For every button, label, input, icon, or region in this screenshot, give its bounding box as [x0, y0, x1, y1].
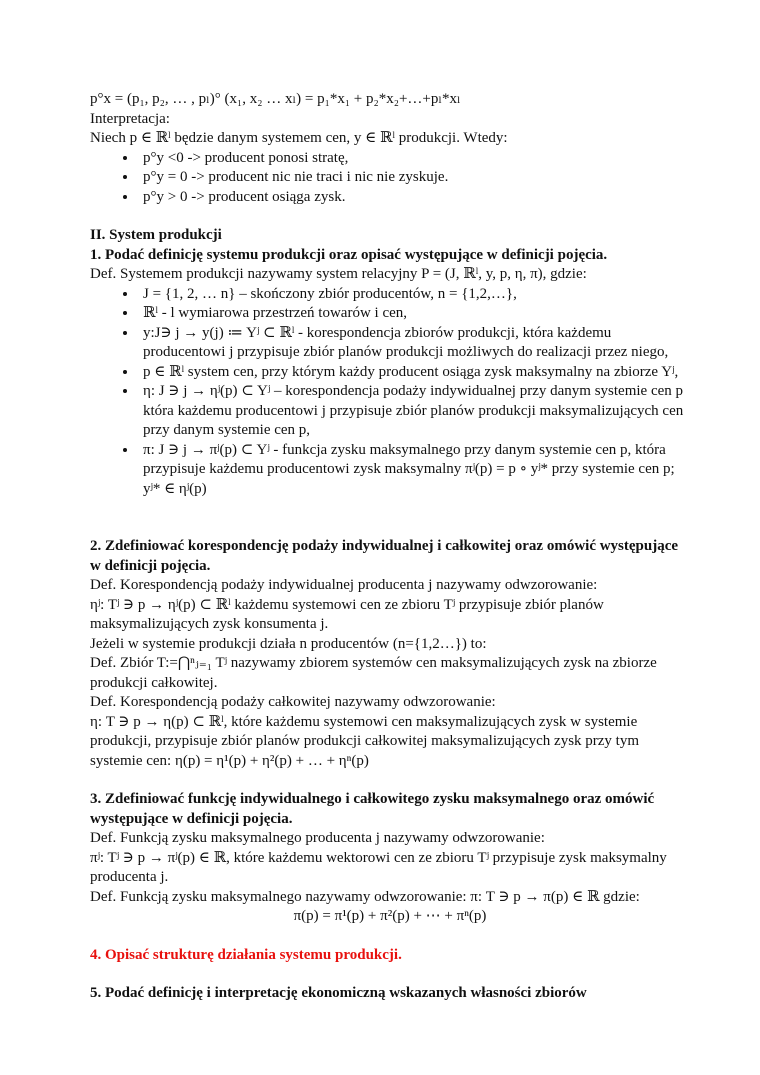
list-item: • p°y <0 -> producent ponosi stratę,	[138, 149, 690, 169]
question-2-line: Jeżeli w systemie produkcji działa n producentów (n={1,2…}) to:	[90, 635, 487, 652]
list-item: • η: J ∋ j → ηʲ(p) ⊂ Yʲ – korespondencja podaży indywidualnej przy danym systemie cen p która każdemu producentowi j przypisuje zbiór planów produkcji maksymalizujących cen przy danym systemie cen p,	[138, 382, 690, 441]
question-3-line: πʲ: Tʲ ∋ p → πʲ(p) ∈ ℝ, które każdemu wektorowi cen ze zbioru Tʲ przypisuje zysk maksymalny producenta j.	[90, 849, 667, 885]
question-2-title: 2. Zdefiniować korespondencję podaży indywidualnej i całkowitej oraz omówić występujące w definicji pojęcia.	[90, 538, 679, 574]
list-item: • π: J ∋ j → πʲ(p) ⊂ Yʲ - funkcja zysku maksymalnego przy danym systemie cen p, która przypisuje każdemu producentowi zysk maksymalny πʲ(p) = p ∘ yʲ* przy systemie cen p; yʲ* ∈ ηʲ(p)	[138, 441, 690, 500]
interpretation-list	[90, 149, 690, 208]
total-profit-formula: π(p) = π¹(p) + π²(p) + ⋯ + πⁿ(p)	[293, 908, 487, 924]
question-1-list	[90, 285, 690, 500]
question-2-line: Def. Zbiór T:=⋂ⁿⱼ₌₁ Tʲ nazywamy zbiorem systemów cen maksymalizujących zysk na zbiorze produkcji całkowitej.	[90, 655, 657, 691]
interpretation-intro: Niech p ∈ ℝˡ będzie danym systemem cen, y ∈ ℝˡ produkcji. Wtedy:	[90, 130, 508, 146]
list-item: • J = {1, 2, … n} – skończony zbiór producentów, n = {1,2,…},	[138, 285, 690, 305]
list-item: • p ∈ ℝˡ system cen, przy którym każdy producent osiąga zysk maksymalny na zbiorze Yʲ,	[138, 363, 690, 383]
question-3-title: 3. Zdefiniować funkcję indywidualnego i całkowitego zysku maksymalnego oraz omówić występujące w definicji pojęcia.	[90, 791, 655, 827]
question-4-title: 4. Opisać strukturę działania systemu produkcji.	[90, 946, 402, 963]
list-item: • ℝˡ - l wymiarowa przestrzeń towarów i cen,	[138, 304, 690, 324]
question-1-definition: Def. Systemem produkcji nazywamy system relacyjny P = (J, ℝˡ, y, p, η, π), gdzie:	[90, 266, 587, 282]
interpretation-label: Interpretacja:	[90, 110, 170, 127]
question-2-line: Def. Korespondencją podaży indywidualnej producenta j nazywamy odwzorowanie:	[90, 577, 598, 593]
dot-product-formula: p°x = (p₁, p₂, … , pₗ)° (x₁, x₂ … xₗ) = p₁*x₁ + p₂*x₂+…+pₗ*xₗ	[90, 91, 461, 107]
question-1-title: 1. Podać definicję systemu produkcji oraz opisać występujące w definicji pojęcia.	[90, 246, 608, 263]
question-5-title: 5. Podać definicję i interpretację ekonomiczną wskazanych własności zbiorów	[90, 985, 587, 1001]
question-2-line: η: T ∋ p → η(p) ⊂ ℝˡ, które każdemu systemowi cen maksymalizujących zysk w systemie produkcji, przypisuje zbiór planów produkcji całkowitej maksymalizujących zysk przy tym systemie cen: η(p) = η¹(p) + η²(p) + … + ηⁿ(p)	[90, 713, 640, 769]
list-item: • y:J∋ j → y(j) ≔ Yʲ ⊂ ℝˡ - korespondencja zbiorów produkcji, która każdemu producentowi j przypisuje zbiór planów produkcji możliwych do realizacji przez niego,	[138, 324, 690, 363]
document-page	[90, 90, 690, 1004]
question-2-line: ηʲ: Tʲ ∋ p → ηʲ(p) ⊂ ℝˡ każdemu systemowi cen ze zbioru Tʲ przypisuje zbiór planów maksymalizujących zysk konsumenta j.	[90, 596, 604, 632]
list-item: • p°y = 0 -> producent nic nie traci i nic nie zyskuje.	[138, 168, 690, 188]
question-2-line: Def. Korespondencją podaży całkowitej nazywamy odwzorowanie:	[90, 694, 496, 710]
list-item: • p°y > 0 -> producent osiąga zysk.	[138, 188, 690, 208]
question-3-line: Def. Funkcją zysku maksymalnego nazywamy odwzorowanie: π: T ∋ p → π(p) ∈ ℝ gdzie:	[90, 888, 640, 905]
question-3-line: Def. Funkcją zysku maksymalnego producenta j nazywamy odwzorowanie:	[90, 830, 545, 846]
section-heading: II. System produkcji	[90, 227, 222, 243]
